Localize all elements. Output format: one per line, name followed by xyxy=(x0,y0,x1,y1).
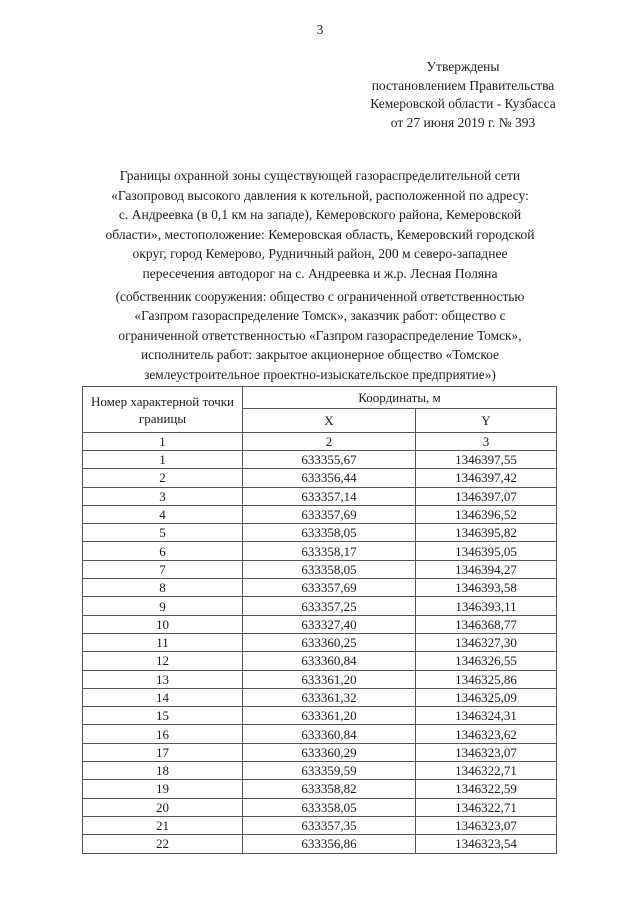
approval-line-2: постановлением Правительства xyxy=(371,77,555,93)
table-row xyxy=(83,762,557,780)
table-row xyxy=(83,487,557,505)
column-index-2: 2 xyxy=(243,433,416,451)
cell-y: 1346395,82 xyxy=(416,524,557,542)
cell-point-number: 1 xyxy=(83,451,243,469)
header-y: Y xyxy=(416,409,557,433)
table-row xyxy=(83,469,557,487)
table-row xyxy=(83,707,557,725)
table-row xyxy=(83,670,557,688)
cell-point-number: 9 xyxy=(83,597,243,615)
title-line-4: области», местоположение: Кемеровская область, Кемеровский городской xyxy=(105,226,535,242)
title-line-2: «Газопровод высокого давления к котельной, расположенной по адресу: xyxy=(111,187,529,203)
cell-x: 633358,05 xyxy=(243,560,416,578)
cell-x: 633358,17 xyxy=(243,542,416,560)
table-row xyxy=(83,505,557,523)
cell-x: 633357,35 xyxy=(243,816,416,834)
title-line-1: Границы охранной зоны существующей газораспределительной сети xyxy=(119,168,521,183)
cell-y: 1346325,09 xyxy=(416,688,557,706)
table-row xyxy=(83,688,557,706)
table-row xyxy=(83,652,557,670)
cell-y: 1346322,71 xyxy=(416,798,557,816)
cell-point-number: 2 xyxy=(83,469,243,487)
table-row xyxy=(83,451,557,469)
document-title xyxy=(62,166,578,284)
cell-point-number: 19 xyxy=(83,780,243,798)
cell-x: 633359,59 xyxy=(243,762,416,780)
cell-point-number: 21 xyxy=(83,816,243,834)
cell-point-number: 3 xyxy=(83,487,243,505)
table-row xyxy=(83,560,557,578)
cell-x: 633361,20 xyxy=(243,707,416,725)
cell-point-number: 14 xyxy=(83,688,243,706)
table-row xyxy=(83,597,557,615)
cell-y: 1346322,71 xyxy=(416,762,557,780)
cell-x: 633361,32 xyxy=(243,688,416,706)
cell-point-number: 22 xyxy=(83,835,243,853)
header-x: X xyxy=(243,409,416,433)
parties-line-3: ограниченной ответственностью «Газпром газораспределение Томск», xyxy=(118,327,522,343)
cell-point-number: 16 xyxy=(83,725,243,743)
page-number: 3 xyxy=(316,22,324,37)
cell-y: 1346323,07 xyxy=(416,816,557,834)
cell-y: 1346324,31 xyxy=(416,707,557,725)
cell-x: 633360,25 xyxy=(243,633,416,651)
table-row xyxy=(83,816,557,834)
cell-point-number: 15 xyxy=(83,707,243,725)
cell-y: 1346397,42 xyxy=(416,469,557,487)
cell-x: 633356,86 xyxy=(243,835,416,853)
cell-y: 1346393,58 xyxy=(416,579,557,597)
cell-y: 1346327,30 xyxy=(416,633,557,651)
table-head xyxy=(83,387,557,433)
table-row xyxy=(83,798,557,816)
table-row xyxy=(83,615,557,633)
parties-line-4: исполнитель работ: закрытое акционерное общество «Томское xyxy=(140,347,499,363)
cell-point-number: 12 xyxy=(83,652,243,670)
cell-point-number: 13 xyxy=(83,670,243,688)
title-line-5: округ, город Кемерово, Рудничный район, 200 м северо-западнее xyxy=(132,246,508,262)
column-index-row xyxy=(83,433,557,451)
parties-line-1: (собственник сооружения: общество с ограниченной ответственностью xyxy=(115,289,525,304)
cell-point-number: 5 xyxy=(83,524,243,542)
cell-y: 1346394,27 xyxy=(416,560,557,578)
parties-note xyxy=(62,287,578,384)
cell-point-number: 11 xyxy=(83,633,243,651)
cell-x: 633358,05 xyxy=(243,798,416,816)
table-row xyxy=(83,633,557,651)
approval-line-1: Утверждены xyxy=(426,59,500,74)
cell-x: 633360,29 xyxy=(243,743,416,761)
header-coordinates: Координаты, м xyxy=(243,387,557,409)
header-point-number: Номер характерной точки границы xyxy=(83,387,243,433)
cell-y: 1346323,62 xyxy=(416,725,557,743)
cell-x: 633360,84 xyxy=(243,725,416,743)
cell-x: 633357,69 xyxy=(243,579,416,597)
cell-point-number: 10 xyxy=(83,615,243,633)
approval-line-4: от 27 июня 2019 г. № 393 xyxy=(390,114,536,130)
table-row xyxy=(83,542,557,560)
cell-y: 1346397,07 xyxy=(416,487,557,505)
cell-point-number: 6 xyxy=(83,542,243,560)
cell-point-number: 7 xyxy=(83,560,243,578)
cell-x: 633357,69 xyxy=(243,505,416,523)
table-row xyxy=(83,725,557,743)
cell-y: 1346368,77 xyxy=(416,615,557,633)
table-row xyxy=(83,743,557,761)
cell-point-number: 4 xyxy=(83,505,243,523)
cell-y: 1346322,59 xyxy=(416,780,557,798)
cell-x: 633327,40 xyxy=(243,615,416,633)
cell-x: 633361,20 xyxy=(243,670,416,688)
cell-x: 633357,25 xyxy=(243,597,416,615)
table-row xyxy=(83,780,557,798)
table-header-row xyxy=(83,387,557,409)
cell-y: 1346393,11 xyxy=(416,597,557,615)
approval-line-3: Кемеровской области - Кузбасса xyxy=(370,96,556,111)
cell-x: 633358,82 xyxy=(243,780,416,798)
table-body xyxy=(83,433,557,854)
cell-point-number: 8 xyxy=(83,579,243,597)
parties-line-5: землеустроительное проектно-изыскательское предприятие») xyxy=(144,366,496,382)
cell-point-number: 20 xyxy=(83,798,243,816)
cell-y: 1346396,52 xyxy=(416,505,557,523)
table-row xyxy=(83,835,557,853)
cell-y: 1346395,05 xyxy=(416,542,557,560)
table-row xyxy=(83,579,557,597)
column-index-1: 1 xyxy=(83,433,243,451)
cell-x: 633360,84 xyxy=(243,652,416,670)
cell-y: 1346326,55 xyxy=(416,652,557,670)
parties-line-2: «Газпром газораспределение Томск», заказчик работ: общество с xyxy=(134,308,506,324)
coordinates-table xyxy=(82,386,557,854)
column-index-3: 3 xyxy=(416,433,557,451)
title-line-3: с. Андреевка (в 0,1 км на западе), Кемеровского района, Кемеровской xyxy=(118,207,522,223)
cell-x: 633358,05 xyxy=(243,524,416,542)
cell-x: 633356,44 xyxy=(243,469,416,487)
cell-y: 1346397,55 xyxy=(416,451,557,469)
cell-point-number: 18 xyxy=(83,762,243,780)
title-line-6: пересечения автодорог на с. Андреевка и ж.р. Лесная Поляна xyxy=(142,265,498,281)
cell-point-number: 17 xyxy=(83,743,243,761)
table-row xyxy=(83,524,557,542)
cell-x: 633355,67 xyxy=(243,451,416,469)
cell-y: 1346325,86 xyxy=(416,670,557,688)
cell-y: 1346323,54 xyxy=(416,835,557,853)
cell-y: 1346323,07 xyxy=(416,743,557,761)
cell-x: 633357,14 xyxy=(243,487,416,505)
approval-block xyxy=(366,58,560,132)
